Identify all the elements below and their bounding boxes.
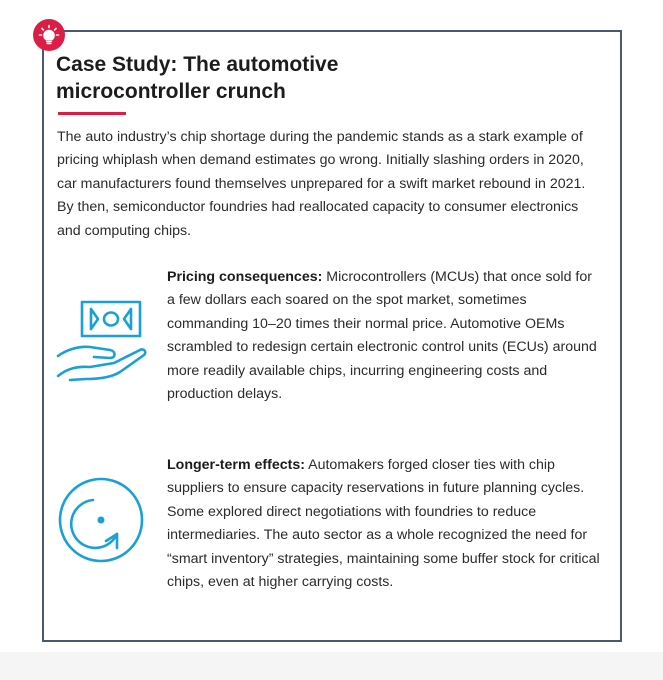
cycle-arrow-icon [57, 476, 145, 564]
lightbulb-badge [33, 19, 65, 51]
title-line-1: Case Study: The automotive [56, 53, 339, 76]
title-line-2: microcontroller crunch [56, 80, 286, 103]
page-footer-band [0, 652, 663, 680]
lightbulb-icon [38, 24, 60, 46]
pricing-consequences-heading: Pricing consequences: [167, 269, 323, 285]
longer-term-effects-text: Automakers forged closer ties with chip suppliers to ensure capacity reservations in future planning cycles. Some explored direct negotiations with foundries to reduce intermediaries. The auto sector as a whole recognized the need for “smart inventory” strategies, maintaining some buffer stock for critical chips, even at higher carrying costs. [167, 457, 600, 591]
longer-term-effects-heading: Longer-term effects: [167, 457, 305, 473]
money-hand-icon [56, 300, 148, 382]
longer-term-effects-section [167, 454, 602, 594]
pricing-consequences-text: Microcontrollers (MCUs) that once sold for a few dollars each soared on the spot market, sometimes commanding 10–20 times their normal price. Automotive OEMs scrambled to redesign certain electronic control units (ECUs) around more readily available chips, incurring engineering costs and production delays. [167, 269, 597, 403]
case-study-title [56, 51, 576, 105]
intro-paragraph: The auto industry’s chip shortage during the pandemic stands as a stark example of pricing whiplash when demand estimates go wrong. Initially slashing orders in 2020, car manufacturers found themselves unprepared for a swift market rebound in 2021. By then, semiconductor foundries had reallocated capacity to consumer electronics and computing chips. [57, 129, 586, 239]
pricing-consequences-section [167, 266, 602, 406]
title-underline [58, 112, 126, 115]
